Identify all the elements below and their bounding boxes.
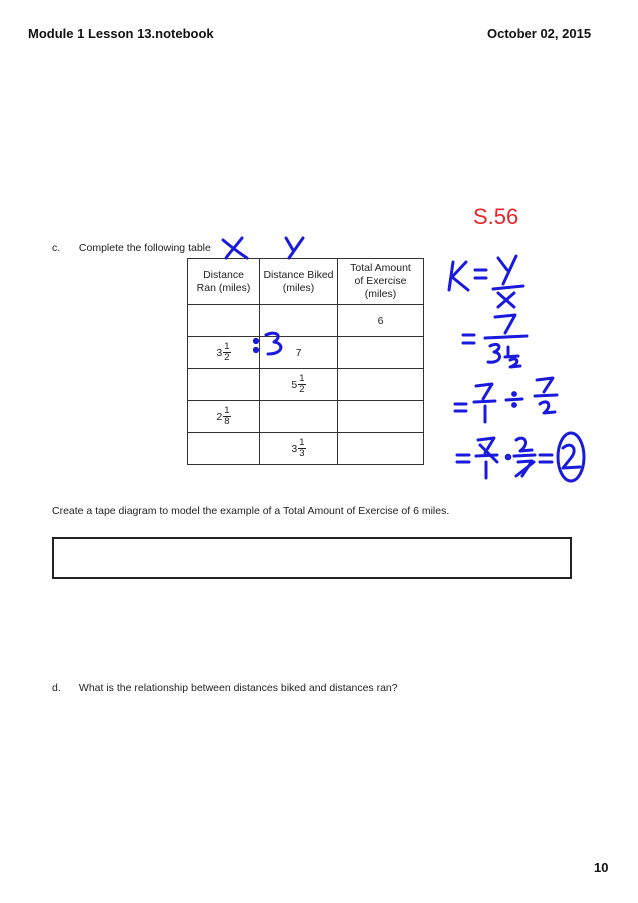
handwritten-step-2 <box>463 315 527 367</box>
handwritten-step-4 <box>457 433 584 481</box>
denominator: 2 <box>299 384 305 395</box>
header-text: Total Amount <box>350 262 411 274</box>
denominator: 3 <box>299 448 305 459</box>
part-d-prompt: What is the relationship between distances biked and distances ran? <box>78 682 398 694</box>
whole-part: 5 <box>291 378 298 391</box>
whole-part: 2 <box>216 410 223 423</box>
slide-tag: S.56 <box>473 204 519 229</box>
numerator: 1 <box>299 437 305 448</box>
part-c-prompt: Complete the following table <box>78 242 211 254</box>
handwritten-colon-3 <box>254 333 280 354</box>
numerator: 1 <box>299 373 305 384</box>
cell-total[interactable]: 6 <box>338 305 424 337</box>
cell-biked[interactable]: 7 <box>260 337 338 369</box>
handwritten-y <box>286 238 303 258</box>
part-d-label: d. <box>52 682 61 694</box>
denominator: 2 <box>224 352 230 363</box>
notebook-date: October 02, 2015 <box>487 26 592 41</box>
header-text: Distance Biked <box>263 268 334 281</box>
whole-part: 3 <box>291 442 298 455</box>
header-text: (miles) <box>364 288 397 300</box>
header-text: (miles) <box>282 281 315 294</box>
handwritten-step-3 <box>455 378 557 422</box>
handwritten-k-equation <box>449 256 523 307</box>
header-text: Ran (miles) <box>196 281 251 294</box>
numerator: 1 <box>224 341 230 352</box>
tape-diagram-prompt: Create a tape diagram to model the example of a Total Amount of Exercise of 6 miles. <box>52 505 450 517</box>
whole-part: 3 <box>216 346 223 359</box>
notebook-title: Module 1 Lesson 13.notebook <box>28 26 214 41</box>
denominator: 8 <box>224 416 230 427</box>
header-text: Distance <box>203 268 244 281</box>
part-c-label: c. <box>52 242 61 254</box>
handwritten-x <box>223 238 247 258</box>
numerator: 1 <box>224 405 230 416</box>
page-number: 10 <box>594 860 609 875</box>
header-text: of Exercise <box>354 275 407 287</box>
